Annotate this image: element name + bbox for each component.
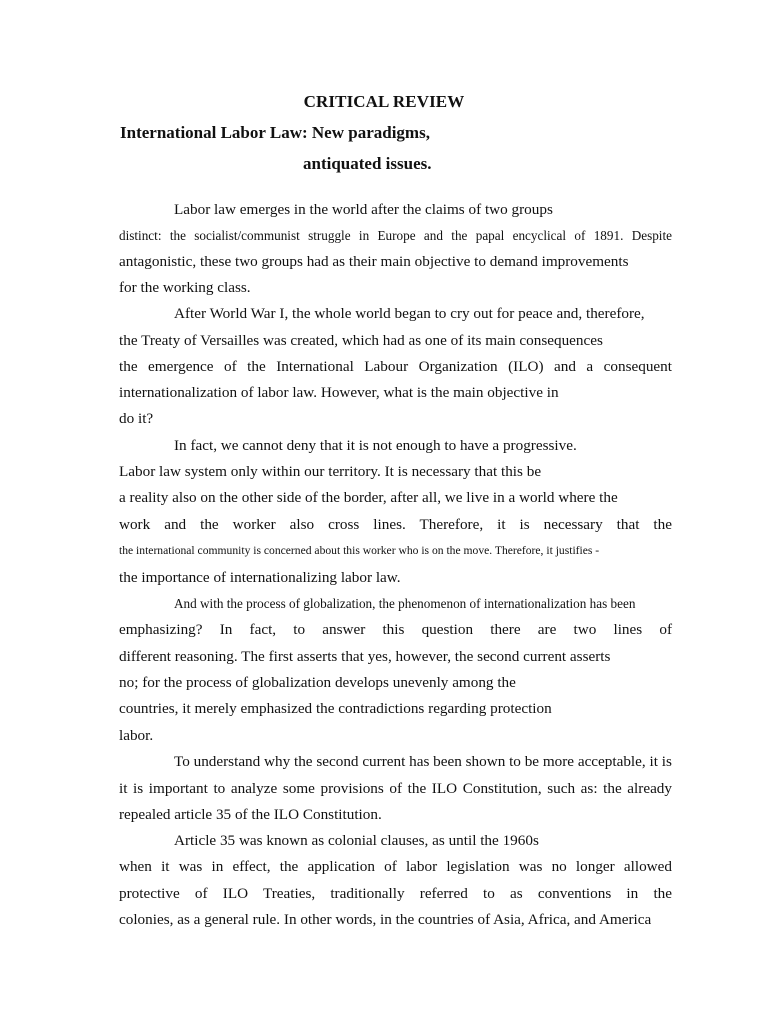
body-line: do it?: [119, 410, 154, 427]
body-line: repealed article 35 of the ILO Constitution.: [119, 806, 382, 823]
body-line: for the working class.: [119, 279, 251, 296]
body-line: the importance of internationalizing labor law.: [119, 569, 401, 586]
body-line: Article 35 was known as colonial clauses, as until the 1960s: [174, 832, 539, 849]
body-line: In fact, we cannot deny that it is not enough to have a progressive.: [174, 437, 577, 454]
body-line: antagonistic, these two groups had as their main objective to demand improvements: [119, 253, 629, 270]
body-line: Labor law system only within our territory. It is necessary that this be: [119, 463, 542, 480]
body-line: the Treaty of Versailles was created, which had as one of its main consequences: [119, 332, 603, 349]
body-line: when it was in effect, the application of labor legislation was no longer allowed: [119, 858, 672, 875]
body-line: no; for the process of globalization develops unevenly among the: [119, 674, 516, 691]
body-line: colonies, as a general rule. In other words, in the countries of Asia, Africa, and America: [119, 911, 652, 928]
body-line: emphasizing? In fact, to answer this question there are two lines of: [119, 621, 672, 638]
body-line: the emergence of the International Labour Organization (ILO) and a consequent: [119, 358, 672, 375]
body-line: internationalization of labor law. However, what is the main objective in: [119, 384, 559, 401]
document-subtitle-line-1: International Labor Law: New paradigms,: [120, 123, 430, 142]
body-line: After World War I, the whole world began to cry out for peace and, therefore,: [174, 305, 645, 322]
document-subtitle-line-2: antiquated issues.: [303, 154, 432, 173]
body-line: a reality also on the other side of the border, after all, we live in a world where the: [119, 489, 618, 506]
body-line: different reasoning. The first asserts that yes, however, the second current asserts: [119, 648, 611, 665]
body-line: countries, it merely emphasized the contradictions regarding protection: [119, 700, 552, 717]
body-line: labor.: [119, 727, 154, 744]
body-line: protective of ILO Treaties, traditionally referred to as conventions in the: [119, 885, 672, 902]
body-line: And with the process of globalization, the phenomenon of internationalization has been: [174, 596, 636, 611]
body-line: distinct: the socialist/communist struggle in Europe and the papal encyclical of 1891. Despite: [119, 228, 672, 243]
body-line: work and the worker also cross lines. Therefore, it is necessary that the: [119, 516, 672, 533]
body-line: Labor law emerges in the world after the claims of two groups: [174, 201, 553, 218]
body-line: the international community is concerned about this worker who is on the move. Therefore, it justifies -: [119, 544, 600, 557]
body-line: it is important to analyze some provisions of the ILO Constitution, such as: the already: [119, 780, 672, 797]
document-title: CRITICAL REVIEW: [303, 92, 465, 111]
body-line: To understand why the second current has been shown to be more acceptable, it is: [174, 753, 672, 770]
